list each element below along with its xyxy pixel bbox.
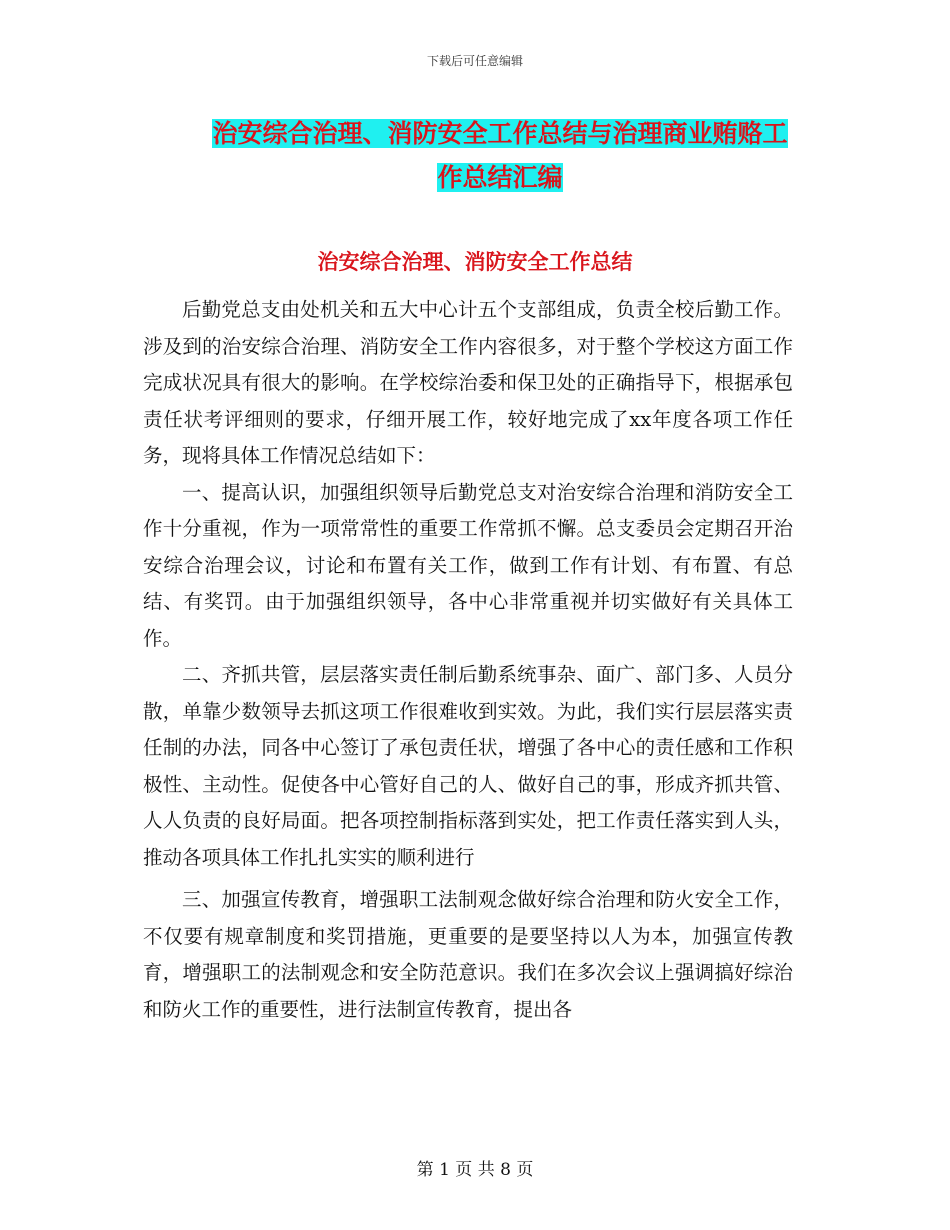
- page-number-footer: 第 1 页 共 8 页: [416, 1160, 534, 1180]
- paragraph-section-1: 一、提高认识，加强组织领导后勤党总支对治安综合治理和消防安全工作十分重视，作为一项常常性的重要工作常抓不懈。总支委员会定期召开治安综合治理会议，讨论和布置有关工作，做到工作有计划、有布置、有总结、有奖罚。由于加强组织领导，各中心非常重视并切实做好有关具体工作。: [143, 480, 793, 650]
- document-title-line2: 作总结汇编: [437, 163, 563, 192]
- document-title-line1: 治安综合治理、消防安全工作总结与治理商业贿赂工: [212, 119, 788, 148]
- paragraph-intro: 后勤党总支由处机关和五大中心计五个支部组成，负责全校后勤工作。涉及到的治安综合治理、消防安全工作内容很多，对于整个学校这方面工作完成状况具有很大的影响。在学校综治委和保卫处的正确指导下，根据承包责任状考评细则的要求，仔细开展工作，较好地完成了xx年度各项工作任务，现将具体工作情况总结如下：: [143, 298, 793, 467]
- paragraph-section-2: 二、齐抓共管，层层落实责任制后勤系统事杂、面广、部门多、人员分散，单靠少数领导去抓这项工作很难收到实效。为此，我们实行层层落实责任制的办法，同各中心签订了承包责任状，增强了各中心的责任感和工作积极性、主动性。促使各中心管好自己的人、做好自己的事，形成齐抓共管、人人负责的良好局面。把各项控制指标落到实处，把工作责任落实到人头，推动各项具体工作扎扎实实的顺利进行: [143, 663, 793, 869]
- document-body: [143, 292, 793, 1028]
- document-title: [190, 112, 810, 200]
- section-subtitle: 治安综合治理、消防安全工作总结: [317, 250, 633, 274]
- page-header-note: 下载后可任意编辑: [426, 54, 523, 68]
- paragraph-section-3: 三、加强宣传教育，增强职工法制观念做好综合治理和防火安全工作，不仅要有规章制度和奖罚措施，更重要的是要坚持以人为本，加强宣传教育，增强职工的法制观念和安全防范意识。我们在多次会议上强调搞好综治和防火工作的重要性，进行法制宣传教育，提出各: [143, 888, 793, 1021]
